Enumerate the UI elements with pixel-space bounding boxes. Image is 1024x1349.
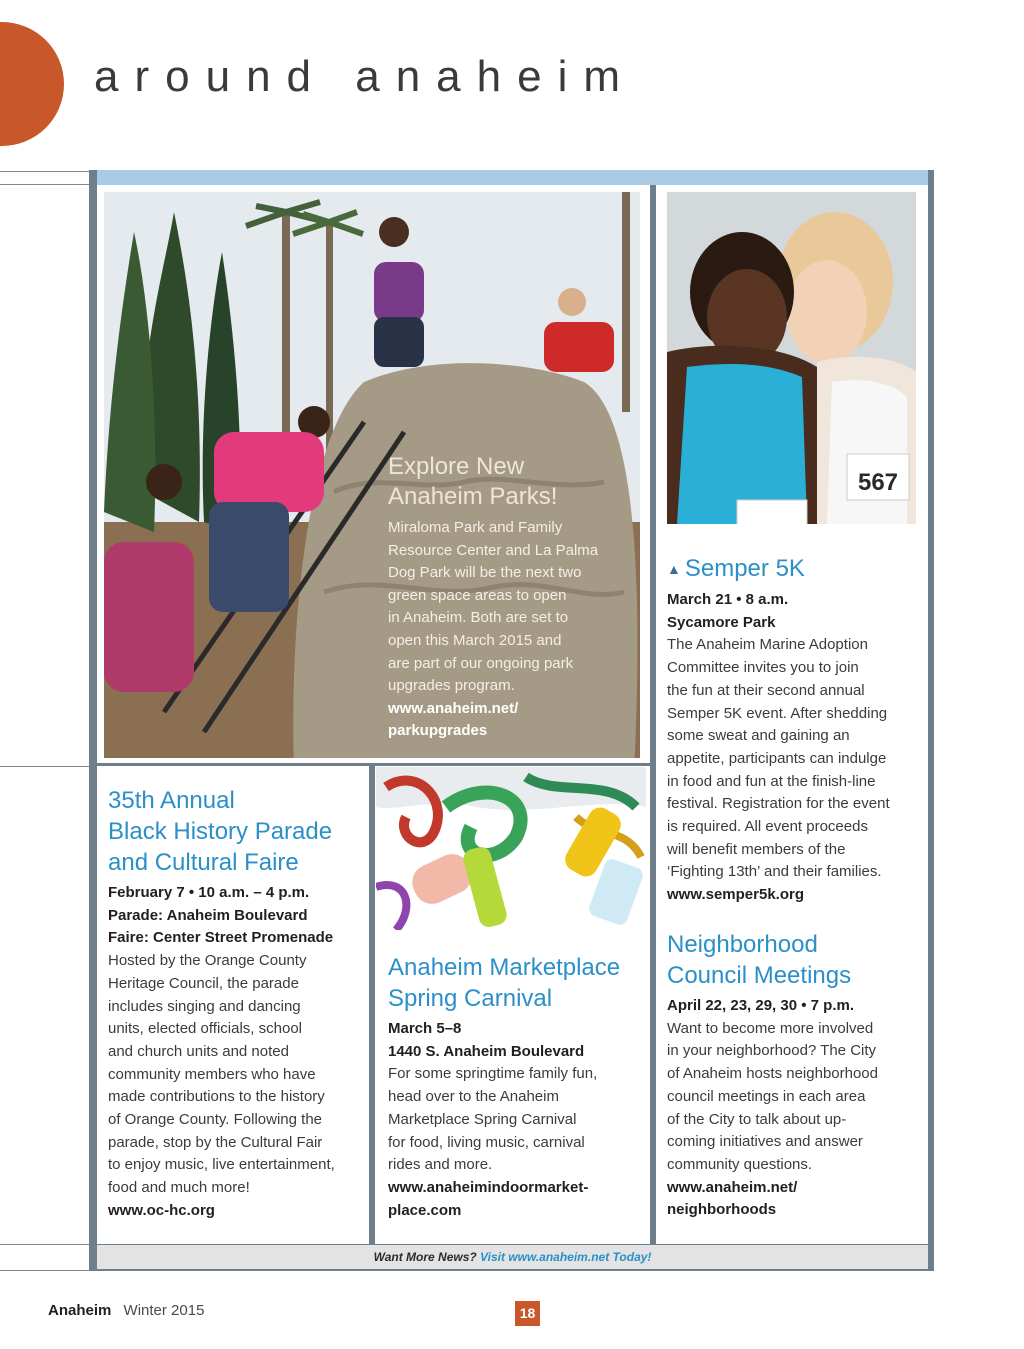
neighborhood-date: April 22, 23, 29, 30 • 7 p.m. — [667, 997, 855, 1014]
feature-link[interactable] — [388, 698, 628, 743]
black-history-date: February 7 • 10 a.m. – 4 p.m. — [108, 884, 310, 901]
neighborhood-link[interactable] — [667, 1177, 917, 1222]
rule-line — [0, 1270, 89, 1271]
feature-body-line: are part of our ongoing park — [388, 654, 574, 672]
feature-link-line[interactable]: www.anaheim.net/ — [388, 699, 519, 717]
neighborhood-body-line: of the City to talk about up- — [667, 1110, 847, 1128]
semper-body-line: Semper 5K event. After shedding — [667, 704, 888, 722]
neighborhood-title-line: Neighborhood — [667, 931, 818, 958]
carnival-link[interactable] — [388, 1177, 643, 1222]
feature-body-line: Miraloma Park and Family — [388, 519, 563, 536]
banner-link[interactable]: Visit www.anaheim.net Today! — [480, 1250, 652, 1264]
top-color-band — [97, 170, 928, 185]
black-history-body-line: Hosted by the Orange County — [108, 952, 307, 970]
carnival-title-line: Spring Carnival — [388, 985, 553, 1012]
neighborhood-article — [667, 929, 917, 1222]
neighborhood-body-line: Want to become more involved — [667, 1019, 874, 1037]
semper-link[interactable]: www.semper5k.org — [667, 886, 804, 904]
black-history-parade: Parade: Anaheim Boulevard — [108, 906, 308, 924]
neighborhood-link-line[interactable]: www.anaheim.net/ — [667, 1178, 798, 1196]
black-history-body-line: includes singing and dancing — [108, 997, 301, 1015]
neighborhood-body-line: coming initiatives and answer — [667, 1133, 863, 1151]
carnival-body-line: head over to the Anaheim — [388, 1088, 559, 1106]
semper-title-text: Semper 5K — [684, 555, 805, 582]
feature-body-line: in Anaheim. Both are set to — [388, 609, 569, 627]
black-history-body-line: Heritage Council, the parade — [108, 974, 299, 992]
neighborhood-link-line[interactable]: neighborhoods — [667, 1201, 777, 1219]
semper-body-line: is required. All event proceeds — [667, 818, 868, 836]
semper-body-line: will benefit members of the — [667, 840, 846, 858]
feature-body-line: open this March 2015 and — [388, 631, 562, 649]
rule-line — [0, 1244, 89, 1245]
bib-number: 567 — [857, 469, 899, 496]
semper-body-line: The Anaheim Marine Adoption — [667, 636, 868, 654]
feature-title-line: Explore New — [388, 453, 525, 480]
semper-date: March 21 • 8 a.m. — [667, 591, 789, 608]
semper-title — [667, 553, 917, 585]
carnival-body-line: Marketplace Spring Carnival — [388, 1110, 577, 1128]
carnival-body — [388, 1063, 643, 1177]
black-history-body-line: community members who have — [108, 1065, 316, 1083]
carnival-body-line: for food, living music, carnival — [388, 1133, 585, 1151]
carnival-address: 1440 S. Anaheim Boulevard — [388, 1042, 585, 1060]
semper-body-line: Committee invites you to join — [667, 659, 859, 677]
semper-body-line: some sweat and gaining an — [667, 727, 850, 745]
semper-body-line: festival. Registration for the event — [667, 795, 890, 813]
carnival-article — [388, 952, 643, 1222]
carnival-link-line[interactable]: place.com — [388, 1201, 462, 1219]
rule-line — [0, 766, 89, 767]
semper-body-line: ‘Fighting 13th’ and their families. — [667, 863, 882, 881]
black-history-title — [108, 785, 363, 878]
black-history-body-line: and church units and noted — [108, 1042, 289, 1060]
section-title: around anaheim — [94, 52, 637, 101]
banner-lead: Want More News? — [373, 1250, 477, 1264]
section-marker-circle — [0, 22, 64, 146]
black-history-title-line: 35th Annual — [108, 787, 235, 814]
rule-line — [0, 184, 89, 185]
black-history-title-line: Black History Parade — [108, 818, 333, 845]
black-history-body — [108, 950, 363, 1200]
semper-body-line: appetite, participants can indulge — [667, 749, 887, 767]
rule-line — [0, 171, 89, 172]
neighborhood-body-line: in your neighborhood? The City — [667, 1042, 877, 1060]
issue-label: Winter 2015 — [123, 1302, 205, 1319]
feature-body-line: green space areas to open — [388, 586, 567, 604]
black-history-body-line: made contributions to the history — [108, 1088, 325, 1106]
more-news-banner — [97, 1245, 928, 1269]
black-history-title-line: and Cultural Faire — [108, 849, 299, 876]
black-history-body-line: units, elected officials, school — [108, 1020, 302, 1038]
party-favors-photo — [376, 767, 646, 930]
carnival-body-line: rides and more. — [388, 1156, 493, 1174]
feature-overlay — [388, 452, 628, 743]
carnival-title-line: Anaheim Marketplace — [388, 954, 621, 981]
neighborhood-title — [667, 929, 917, 991]
semper-location: Sycamore Park — [667, 613, 776, 631]
runners-illustration — [667, 192, 916, 524]
page-footer — [48, 1302, 204, 1319]
black-history-link[interactable]: www.oc-hc.org — [108, 1201, 215, 1219]
feature-body-line: Dog Park will be the next two — [388, 564, 582, 582]
triangle-up-icon: ▲ — [667, 561, 681, 577]
semper-body-line: in food and fun at the finish-line — [667, 772, 876, 790]
neighborhood-body — [667, 1018, 917, 1177]
publication-name: Anaheim — [48, 1302, 112, 1319]
feature-body — [388, 517, 628, 698]
feature-body-line: Resource Center and La Palma — [388, 541, 599, 559]
feature-title-line: Anaheim Parks! — [388, 483, 558, 510]
carnival-date: March 5–8 — [388, 1020, 462, 1037]
semper-5k-article — [667, 553, 917, 907]
black-history-body-line: of Orange County. Following the — [108, 1111, 323, 1129]
black-history-article — [108, 785, 363, 1223]
black-history-body-line: food and much more! — [108, 1179, 250, 1197]
black-history-faire: Faire: Center Street Promenade — [108, 929, 334, 947]
runners-photo — [667, 192, 916, 524]
feature-title — [388, 452, 628, 512]
neighborhood-body-line: community questions. — [667, 1155, 813, 1173]
carnival-title — [388, 952, 643, 1014]
confetti-illustration — [376, 767, 646, 930]
black-history-body-line: to enjoy music, live entertainment, — [108, 1156, 335, 1174]
black-history-body-line: parade, stop by the Cultural Fair — [108, 1133, 323, 1151]
semper-body — [667, 634, 917, 884]
carnival-link-line[interactable]: www.anaheimindoormarket- — [388, 1178, 589, 1196]
semper-body-line: the fun at their second annual — [667, 681, 865, 699]
page-number: 18 — [515, 1301, 540, 1326]
neighborhood-body-line: of Anaheim hosts neighborhood — [667, 1065, 878, 1083]
feature-link-line[interactable]: parkupgrades — [388, 722, 488, 740]
feature-body-line: upgrades program. — [388, 677, 515, 695]
neighborhood-title-line: Council Meetings — [667, 962, 852, 989]
carnival-body-line: For some springtime family fun, — [388, 1065, 598, 1083]
neighborhood-body-line: council meetings in each area — [667, 1087, 866, 1105]
